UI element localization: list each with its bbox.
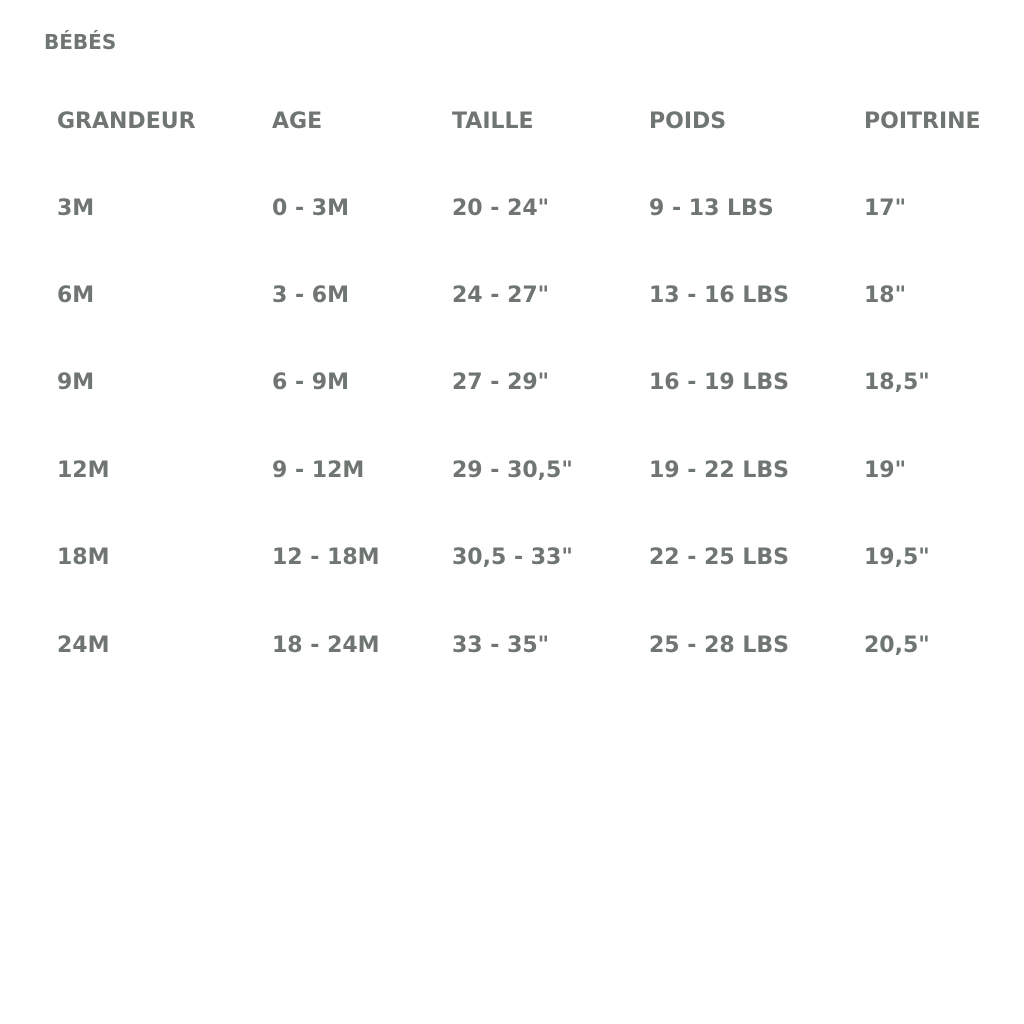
table-cell-poids: 25 - 28 LBS	[649, 633, 789, 658]
table-cell-grandeur: 18M	[57, 545, 110, 570]
table-cell-grandeur: 24M	[57, 633, 110, 658]
table-cell-poids: 9 - 13 LBS	[649, 196, 774, 221]
table-cell-age: 18 - 24M	[272, 633, 380, 658]
table-cell-grandeur: 6M	[57, 283, 95, 308]
table-cell-age: 6 - 9M	[272, 370, 349, 395]
table-cell-age: 9 - 12M	[272, 458, 365, 483]
table-cell-poids: 13 - 16 LBS	[649, 283, 789, 308]
table-cell-poitrine: 18"	[864, 283, 907, 308]
table-cell-poitrine: 19,5"	[864, 545, 930, 570]
table-cell-taille: 29 - 30,5"	[452, 458, 573, 483]
table-cell-grandeur: 3M	[57, 196, 95, 221]
table-cell-taille: 20 - 24"	[452, 196, 550, 221]
table-cell-grandeur: 9M	[57, 370, 95, 395]
column-header-poitrine: POITRINE	[864, 109, 981, 134]
table-cell-poids: 19 - 22 LBS	[649, 458, 789, 483]
table-cell-taille: 24 - 27"	[452, 283, 550, 308]
table-cell-poids: 22 - 25 LBS	[649, 545, 789, 570]
table-cell-age: 12 - 18M	[272, 545, 380, 570]
column-header-age: AGE	[272, 109, 323, 134]
table-cell-grandeur: 12M	[57, 458, 110, 483]
table-cell-age: 0 - 3M	[272, 196, 349, 221]
page-title: BÉBÉS	[44, 30, 117, 54]
table-cell-poitrine: 18,5"	[864, 370, 930, 395]
table-cell-poitrine: 20,5"	[864, 633, 930, 658]
column-header-taille: TAILLE	[452, 109, 534, 134]
table-cell-poitrine: 19"	[864, 458, 907, 483]
table-cell-poids: 16 - 19 LBS	[649, 370, 789, 395]
table-cell-age: 3 - 6M	[272, 283, 349, 308]
table-cell-taille: 27 - 29"	[452, 370, 550, 395]
table-cell-poitrine: 17"	[864, 196, 907, 221]
column-header-grandeur: GRANDEUR	[57, 109, 196, 134]
column-header-poids: POIDS	[649, 109, 727, 134]
table-cell-taille: 30,5 - 33"	[452, 545, 573, 570]
table-cell-taille: 33 - 35"	[452, 633, 550, 658]
